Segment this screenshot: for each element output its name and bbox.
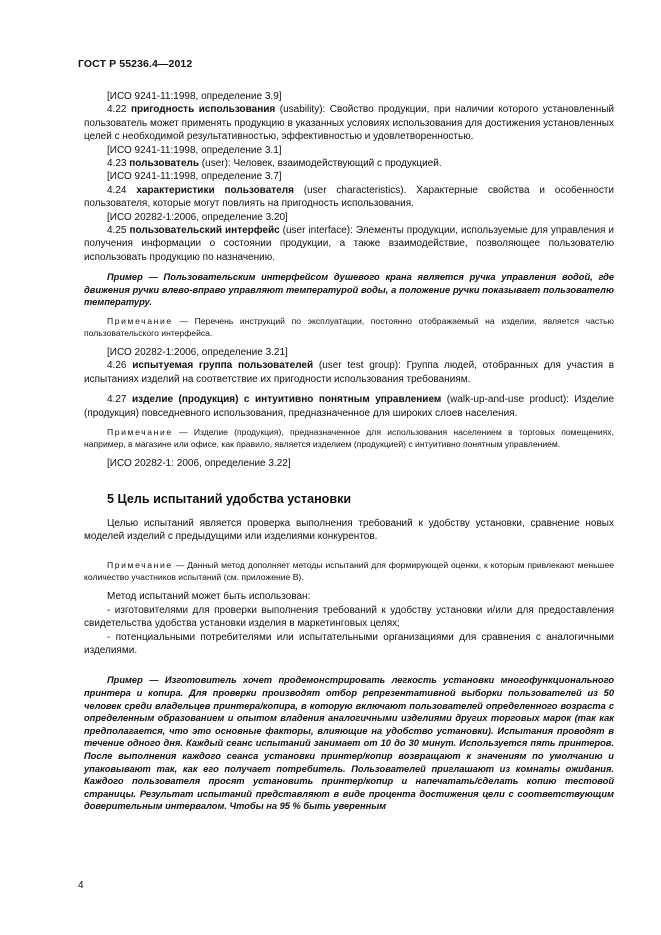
definition-4-23: [84, 157, 614, 170]
reference-line: [ИСО 20282-1:2006, определение 3.20]: [107, 211, 288, 223]
term: характеристики пользователя: [136, 184, 294, 196]
definition-text: (user characteristics). Характерные свойства и особенности пользователя, которые могут повлиять на пригодность использования.: [84, 184, 614, 210]
list-item: - изготовителями для проверки выполнения требований к удобству установки и/или для предоставления свидетельства удобства установки изделия в маркетинговых целях;: [84, 604, 614, 630]
definition-text: (user): Человек, взаимодействующий с продукцией.: [201, 158, 442, 170]
clause-number: 4.22: [107, 104, 127, 116]
clause-number: 4.26: [107, 360, 127, 372]
definition-4-24: [84, 184, 614, 211]
paragraph: Целью испытаний является проверка выполнения требований к удобству установки, сравнение новых моделей изделий с предыдущими или изделиями конкурентов.: [84, 517, 614, 542]
page-number: 4: [78, 880, 84, 891]
definition-text: (walk-up-and-use product): Изделие (продукция) повседневного использования, предназначенное для широких слоев населения.: [84, 394, 615, 419]
note-text: — Данный метод дополняет методы испытаний для формирующей оценки, к которым привлекают меньшее количество участников испытаний (см. приложение В).: [84, 560, 615, 582]
clause-number: 4.23: [107, 158, 127, 170]
document-body: [84, 90, 614, 813]
reference-line: [ИСО 9241-11:1998, определение 3.1]: [107, 144, 282, 156]
reference-line: [ИСО 20282-1: 2006, определение 3.22]: [107, 458, 291, 470]
term: пользователь: [129, 158, 200, 170]
note-text: — Изделие (продукция), предназначенное для использования населением в торговых помещениях, например, в магазине или офисе, как правило, является изделием (продукцией) с интуитивно понятным управлением.: [84, 427, 614, 449]
example-text: Пример — Изготовитель хочет продемонстрировать легкость установки многофункционального принтера и копира. Для проверки производят отбор репрезентативной выборки пользователей из 50 человек среди владельцев принтера/копира, в которую включают пользователей определенного возраста с определенным образованием и опытом владения аналогичными изделиями других торговых марок (так как предполагается, что это основные факторы, влияющие на удобство установки). Испытания проводят в течение одного дня. Каждый сеанс испытаний занимает от 10 до 30 минут. Используется пять принтеров. После выполнения каждого сеанса установки принтер/копир возвращают к значениям по умолчанию и упаковывают так, как его получает потребитель. Пользователей приглашают из комнаты ожидания. Каждого пользователя просят установить принтер/копир и напечатать/сделать копию тестовой страницы. Результат испытаний представляют в виде процента достижения цели с соответствующим доверительным интервалом. Чтобы на 95 % быть уверенным: [84, 675, 614, 812]
note: [84, 427, 614, 450]
paragraph: Метод испытаний может быть использован:: [107, 591, 311, 603]
note-label: Примечание: [107, 560, 173, 571]
note: [84, 560, 614, 583]
term: испытуемая группа пользователей: [132, 360, 314, 372]
definition-text: (user test group): Группа людей, отобранных для участия в испытаниях изделий на соответствие их пригодности использования требованиям.: [84, 360, 615, 385]
reference-line: [ИСО 20282-1:2006, определение 3.21]: [107, 347, 288, 359]
section-title: 5 Цель испытаний удобства установки: [107, 491, 352, 506]
example-text: Пример — Пользовательским интерфейсом душевого крана является ручка управления водой, где движения ручки влево-вправо управляют температурой воды, а положение ручки показывает пользователю температуру.: [84, 272, 614, 308]
clause-number: 4.27: [107, 394, 127, 406]
document-header: ГОСТ Р 55236.4—2012: [78, 58, 193, 70]
definition-text: (user interface): Элементы продукции, используемые для управления и получения информации о состоянии продукции, а также взаимодействие, позволяющее пользователю использовать продукцию по назначению.: [84, 225, 614, 263]
definition-text: (usability): Свойство продукции, при наличии которого установленный пользователь может применять продукцию в указанных условиях использования для достижения установленных целей с необходимой результативностью, эффективностью и удовлетворенностью.: [84, 104, 615, 143]
clause-number: 4.24: [107, 184, 127, 196]
note: [84, 316, 614, 339]
reference-line: [ИСО 9241-11:1998, определение 3.9]: [107, 91, 282, 102]
term: пригодность использования: [130, 104, 276, 116]
definition-4-25: [84, 224, 614, 264]
note-label: Примечание: [107, 427, 173, 438]
list-item: - потенциальными потребителями или испытательными организациями для сравнения с аналогичными изделиями.: [84, 631, 614, 656]
note-label: Примечание: [107, 316, 173, 327]
reference-line: [ИСО 9241-11:1998, определение 3.7]: [107, 171, 282, 183]
note-text: — Перечень инструкций по эксплуатации, постоянно отображаемый на изделии, является частью пользовательского интерфейса.: [84, 316, 615, 338]
clause-number: 4.25: [107, 225, 127, 237]
definition-4-26: [84, 359, 614, 386]
definition-4-27: [84, 393, 614, 420]
term: пользовательский интерфейс: [129, 225, 280, 237]
definition-4-22: [84, 103, 614, 143]
term: изделие (продукция) с интуитивно понятным управлением: [131, 394, 442, 406]
